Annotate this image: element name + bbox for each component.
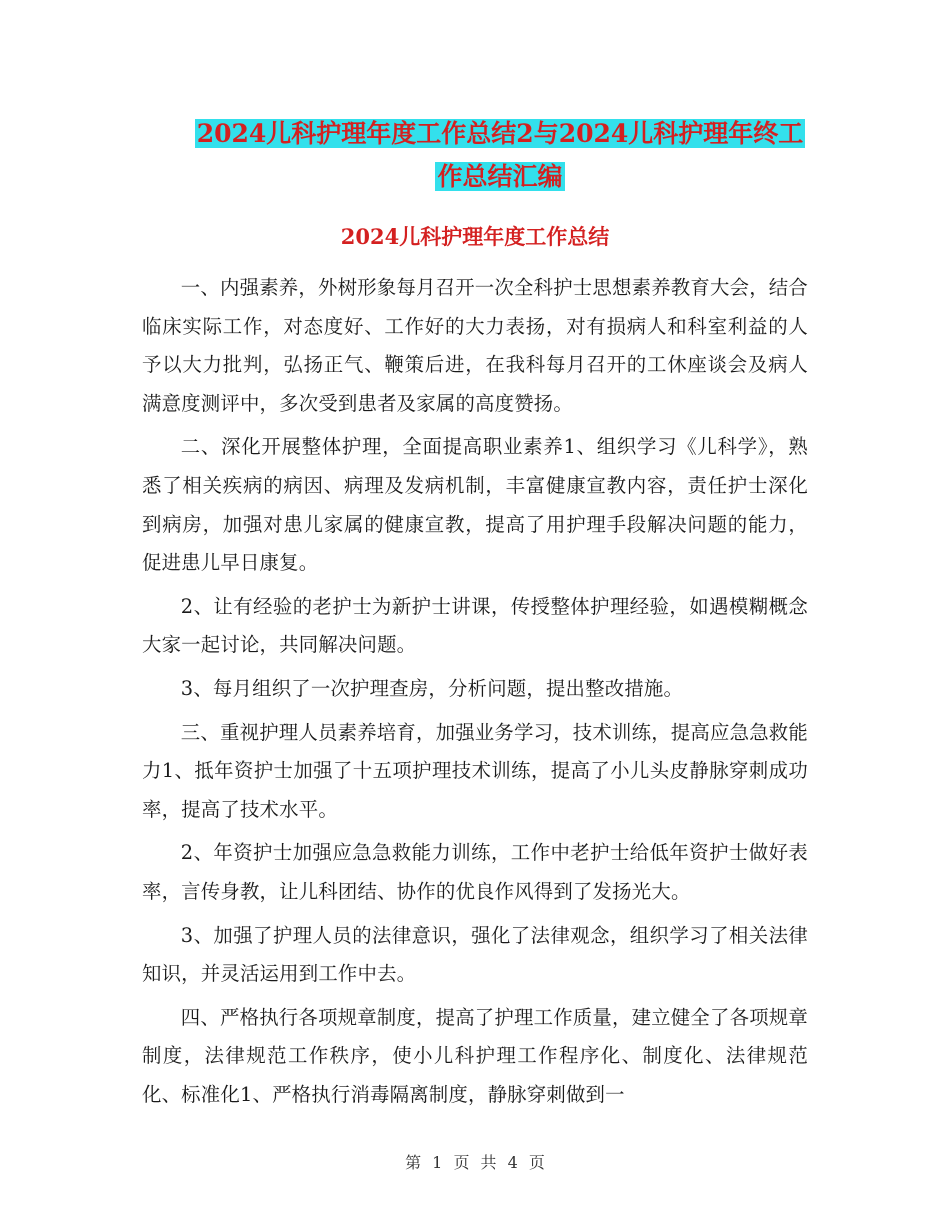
paragraph: 二、深化开展整体护理，全面提高职业素养1、组织学习《儿科学》，熟悉了相关疾病的病因、病理及发病机制，丰富健康宣教内容，责任护士深化到病房，加强对患儿家属的健康宣教，提高了用护理手段解决问题的能力，促进患儿早日康复。 bbox=[142, 435, 808, 575]
paragraph: 2、年资护士加强应急急救能力训练，工作中老护士给低年资护士做好表率，言传身教，让儿科团结、协作的优良作风得到了发扬光大。 bbox=[142, 841, 808, 903]
paragraph: 2、让有经验的老护士为新护士讲课，传授整体护理经验，如遇模糊概念大家一起讨论，共同解决问题。 bbox=[142, 594, 808, 657]
section-title: 2024儿科护理年度工作总结 bbox=[340, 224, 610, 249]
paragraph: 一、内强素养，外树形象每月召开一次全科护士思想素养教育大会，结合临床实际工作，对态度好、工作好的大力表扬，对有损病人和科室利益的人予以大力批判，弘扬正气、鞭策后进，在我科每月召开的工休座谈会及病人满意度测评中，多次受到患者及家属的高度赞扬。 bbox=[142, 276, 808, 415]
document-title-line-1: 2024儿科护理年度工作总结2与2024儿科护理年终工 bbox=[196, 119, 804, 148]
page-footer: 第 1 页 共 4 页 bbox=[405, 1153, 545, 1172]
paragraph: 四、严格执行各项规章制度，提高了护理工作质量，建立健全了各项规章制度，法律规范工作秩序，使小儿科护理工作程序化、制度化、法律规范化、标准化1、严格执行消毒隔离制度，静脉穿刺做到一 bbox=[142, 1005, 808, 1106]
document-title-line-2: 作总结汇编 bbox=[437, 162, 563, 191]
paragraph: 3、每月组织了一次护理查房，分析问题，提出整改措施。 bbox=[180, 676, 684, 700]
paragraph: 3、加强了护理人员的法律意识，强化了法律观念，组织学习了相关法律知识，并灵活运用到工作中去。 bbox=[142, 923, 808, 986]
paragraph: 三、重视护理人员素养培育，加强业务学习，技术训练，提高应急急救能力1、抵年资护士加强了十五项护理技术训练，提高了小儿头皮静脉穿刺成功率，提高了技术水平。 bbox=[142, 720, 808, 821]
document-body bbox=[142, 269, 808, 1119]
document-title bbox=[140, 112, 860, 198]
